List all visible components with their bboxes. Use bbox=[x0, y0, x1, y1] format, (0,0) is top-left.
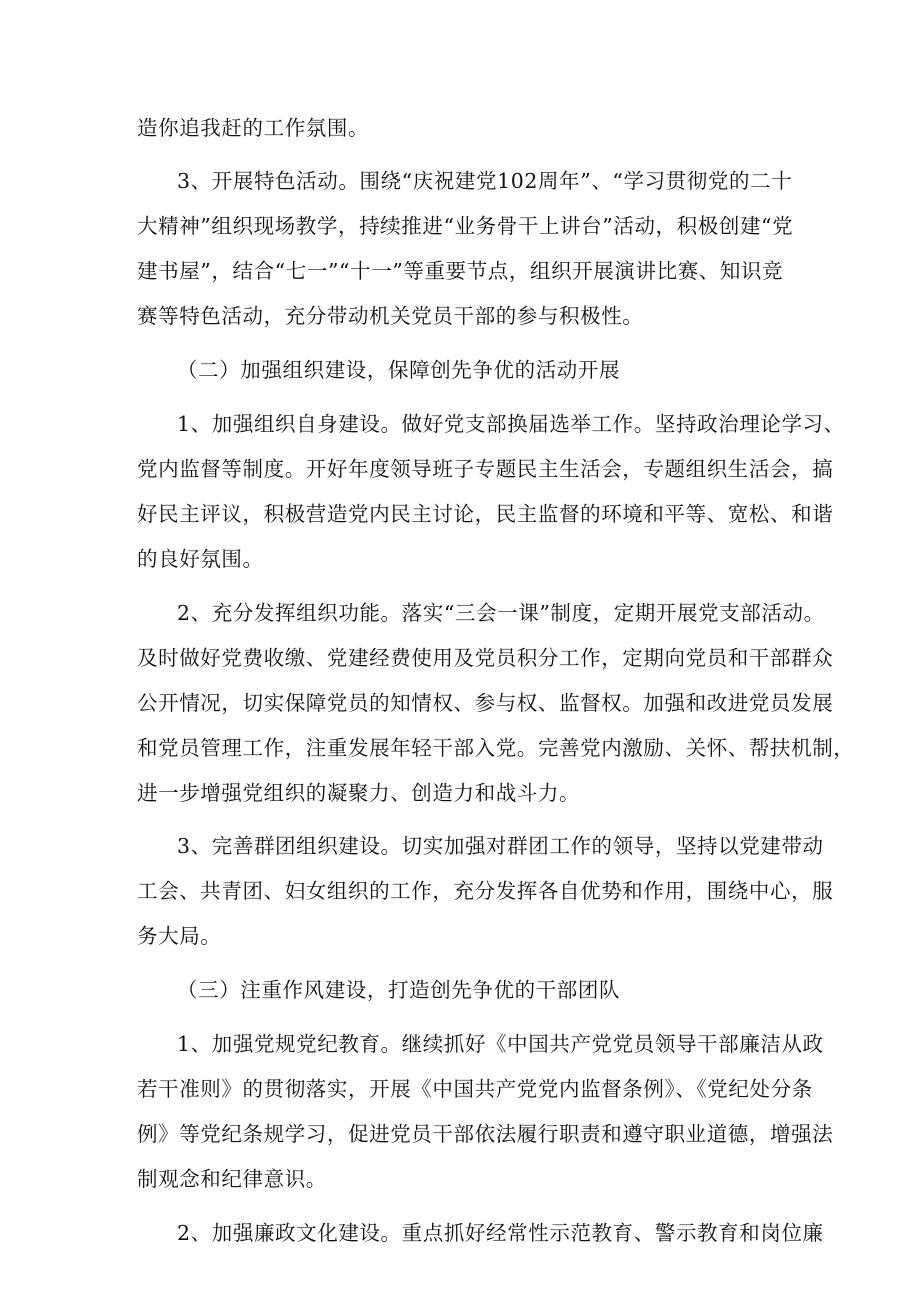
paragraph-line: 及时做好党费收缴、党建经费使用及党员积分工作，定期向党员和干部群众 bbox=[137, 646, 834, 670]
paragraph-line: 大精神”组织现场教学，持续推进“业务骨干上讲台”活动，积极创建“党 bbox=[137, 214, 794, 238]
paragraph-line: 和党员管理工作，注重发展年轻干部入党。完善党内激励、关怀、帮扶机制， bbox=[137, 736, 855, 760]
paragraph-line: 进一步增强党组织的凝聚力、创造力和战斗力。 bbox=[137, 781, 581, 805]
paragraph-line: 1、加强组织自身建设。做好党支部换届选举工作。坚持政治理论学习、 bbox=[177, 412, 845, 436]
paragraph-line: 的良好氛围。 bbox=[137, 547, 264, 571]
paragraph-line: 1、加强党规党纪教育。继续抓好《中国共产党党员领导干部廉洁从政 bbox=[177, 1032, 824, 1056]
paragraph-line: 党内监督等制度。开好年度领导班子专题民主生活会，专题组织生活会，搞 bbox=[137, 457, 834, 481]
paragraph-line: 若干准则》的贯彻落实，开展《中国共产党党内监督条例》、《党纪处分条 bbox=[137, 1077, 813, 1101]
paragraph-line: 3、开展特色活动。围绕“庆祝建党102周年”、“学习贯彻党的二十 bbox=[177, 169, 793, 193]
paragraph-line: 务大局。 bbox=[137, 924, 222, 948]
paragraph-line: 2、充分发挥组织功能。落实“三会一课”制度，定期开展党支部活动。 bbox=[177, 601, 825, 625]
section-heading: （二）加强组织建设，保障创先争优的活动开展 bbox=[177, 358, 621, 382]
paragraph-line: 2、加强廉政文化建设。重点抓好经常性示范教育、警示教育和岗位廉 bbox=[177, 1221, 824, 1245]
paragraph-line: 公开情况，切实保障党员的知情权、参与权、监督权。加强和改进党员发展 bbox=[137, 691, 834, 715]
paragraph-line: 造你追我赶的工作氛围。 bbox=[137, 116, 370, 140]
paragraph-line: 例》等党纪条规学习，促进党员干部依法履行职责和遵守职业道德，增强法 bbox=[137, 1122, 834, 1146]
paragraph-line: 3、完善群团组织建设。切实加强对群团工作的领导，坚持以党建带动 bbox=[177, 834, 824, 858]
paragraph-line: 赛等特色活动，充分带动机关党员干部的参与积极性。 bbox=[137, 304, 644, 328]
section-heading: （三）注重作风建设，打造创先争优的干部团队 bbox=[177, 978, 621, 1002]
paragraph-line: 建书屋”，结合“七一”“十一”等重要节点，组织开展演讲比赛、知识竞 bbox=[137, 259, 784, 283]
paragraph-line: 制观念和纪律意识。 bbox=[137, 1167, 327, 1191]
paragraph-line: 好民主评议，积极营造党内民主讨论，民主监督的环境和平等、宽松、和谐 bbox=[137, 502, 834, 526]
paragraph-line: 工会、共青团、妇女组织的工作，充分发挥各自优势和作用，围绕中心，服 bbox=[137, 879, 834, 903]
